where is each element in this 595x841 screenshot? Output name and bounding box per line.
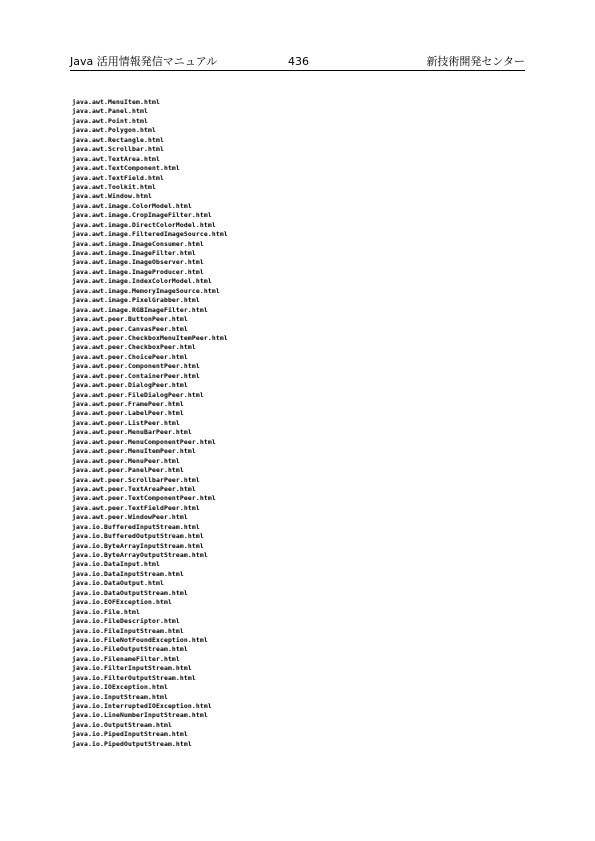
file-list-item: java.io.InterruptedIOException.html (72, 702, 212, 710)
file-list-item: java.io.FilterInputStream.html (72, 664, 192, 673)
file-list-item: java.awt.peer.CheckboxPeer.html (72, 343, 196, 352)
file-list-item: java.awt.peer.FramePeer.html (72, 400, 184, 408)
file-list-item: java.awt.Panel.html (72, 107, 148, 116)
file-list-item: java.io.DataOutputStream.html (72, 588, 188, 597)
file-list (72, 98, 228, 749)
file-list-item: java.io.PipedInputStream.html (72, 730, 188, 739)
file-list-item: java.io.PipedOutputStream.html (72, 739, 192, 748)
file-list-item: java.awt.image.CropImageFilter.html (72, 211, 212, 220)
file-list-item: java.io.FileDescriptor.html (72, 617, 180, 626)
file-list-item: java.awt.peer.FileDialogPeer.html (72, 390, 204, 399)
file-list-item: java.io.ByteArrayOutputStream.html (72, 551, 208, 559)
file-list-item: java.awt.image.IndexColorModel.html (72, 277, 212, 286)
file-list-item: java.awt.TextComponent.html (72, 164, 180, 173)
file-list-item: java.io.FilenameFilter.html (72, 654, 180, 663)
page-header (70, 52, 525, 71)
file-list-item: java.awt.peer.ChoicePeer.html (72, 352, 188, 361)
file-list-item: java.awt.TextArea.html (72, 154, 160, 163)
file-list-item: java.io.BufferedOutputStream.html (72, 532, 204, 541)
page-number: 436 (288, 55, 309, 68)
file-list-item: java.io.FilterOutputStream.html (72, 673, 196, 682)
file-list-item: java.io.OutputStream.html (72, 720, 172, 729)
file-list-item: java.awt.image.ImageConsumer.html (72, 239, 204, 248)
file-list-item: java.io.DataOutput.html (72, 579, 164, 588)
file-list-item: java.io.IOException.html (72, 683, 168, 692)
file-list-item: java.io.FileNotFoundException.html (72, 635, 208, 644)
file-list-item: java.awt.peer.CheckboxMenuItemPeer.html (72, 333, 228, 342)
file-list-item: java.awt.Point.html (72, 116, 148, 125)
file-list-item: java.awt.image.PixelGrabber.html (72, 296, 200, 305)
file-list-item: java.awt.peer.MenuComponentPeer.html (72, 437, 216, 446)
file-list-item: java.awt.Toolkit.html (72, 182, 156, 191)
file-list-item: java.awt.image.DirectColorModel.html (72, 220, 216, 229)
file-list-item: java.awt.MenuItem.html (72, 98, 160, 106)
file-list-item: java.awt.peer.WindowPeer.html (72, 513, 188, 522)
file-list-item: java.io.DataInput.html (72, 560, 160, 569)
file-list-item: java.awt.peer.ContainerPeer.html (72, 371, 200, 380)
file-list-item: java.awt.peer.LabelPeer.html (72, 409, 184, 418)
file-list-item: java.awt.peer.TextFieldPeer.html (72, 503, 200, 512)
file-list-item: java.awt.TextField.html (72, 173, 164, 182)
file-list-item: java.awt.image.ImageProducer.html (72, 267, 204, 276)
header-title: Java 活用情報発信マニュアル (70, 55, 218, 68)
file-list-item: java.awt.peer.MenuPeer.html (72, 456, 180, 465)
file-list-item: java.awt.Polygon.html (72, 126, 156, 135)
file-list-item: java.awt.peer.CanvasPeer.html (72, 324, 188, 333)
file-list-item: java.io.File.html (72, 607, 140, 616)
file-list-item: java.awt.image.RGBImageFilter.html (72, 305, 208, 314)
file-list-item: java.awt.peer.ListPeer.html (72, 418, 180, 427)
file-list-item: java.awt.Window.html (72, 192, 152, 201)
file-list-item: java.awt.peer.TextComponentPeer.html (72, 494, 216, 503)
file-list-item: java.awt.peer.MenuItemPeer.html (72, 447, 196, 456)
file-list-item: java.awt.image.ImageObserver.html (72, 258, 204, 267)
file-list-item: java.awt.peer.ScrollbarPeer.html (72, 475, 200, 484)
header-organization: 新技術開発センター (426, 55, 525, 68)
file-list-item: java.io.FileOutputStream.html (72, 645, 188, 654)
file-list-item: java.io.ByteArrayInputStream.html (72, 541, 204, 550)
file-list-item: java.io.InputStream.html (72, 692, 168, 701)
file-list-item: java.awt.peer.ButtonPeer.html (72, 315, 188, 324)
file-list-item: java.io.DataInputStream.html (72, 569, 184, 578)
file-list-item: java.io.BufferedInputStream.html (72, 522, 200, 531)
file-list-item: java.awt.peer.MenuBarPeer.html (72, 428, 192, 437)
file-list-item: java.awt.peer.DialogPeer.html (72, 381, 188, 390)
file-list-item: java.awt.image.MemoryImageSource.html (72, 286, 220, 295)
file-list-item: java.io.EOFException.html (72, 598, 172, 607)
file-list-item: java.awt.image.ColorModel.html (72, 201, 192, 210)
file-list-item: java.awt.peer.PanelPeer.html (72, 466, 184, 475)
file-list-item: java.awt.peer.ComponentPeer.html (72, 362, 200, 371)
file-list-item: java.awt.image.FilteredImageSource.html (72, 230, 228, 239)
file-list-item: java.awt.image.ImageFilter.html (72, 249, 196, 257)
file-list-item: java.io.LineNumberInputStream.html (72, 711, 208, 720)
file-list-item: java.awt.Rectangle.html (72, 135, 164, 144)
file-list-item: java.awt.peer.TextAreaPeer.html (72, 484, 196, 493)
file-list-item: java.io.FileInputStream.html (72, 626, 184, 635)
file-list-item: java.awt.Scrollbar.html (72, 145, 164, 154)
